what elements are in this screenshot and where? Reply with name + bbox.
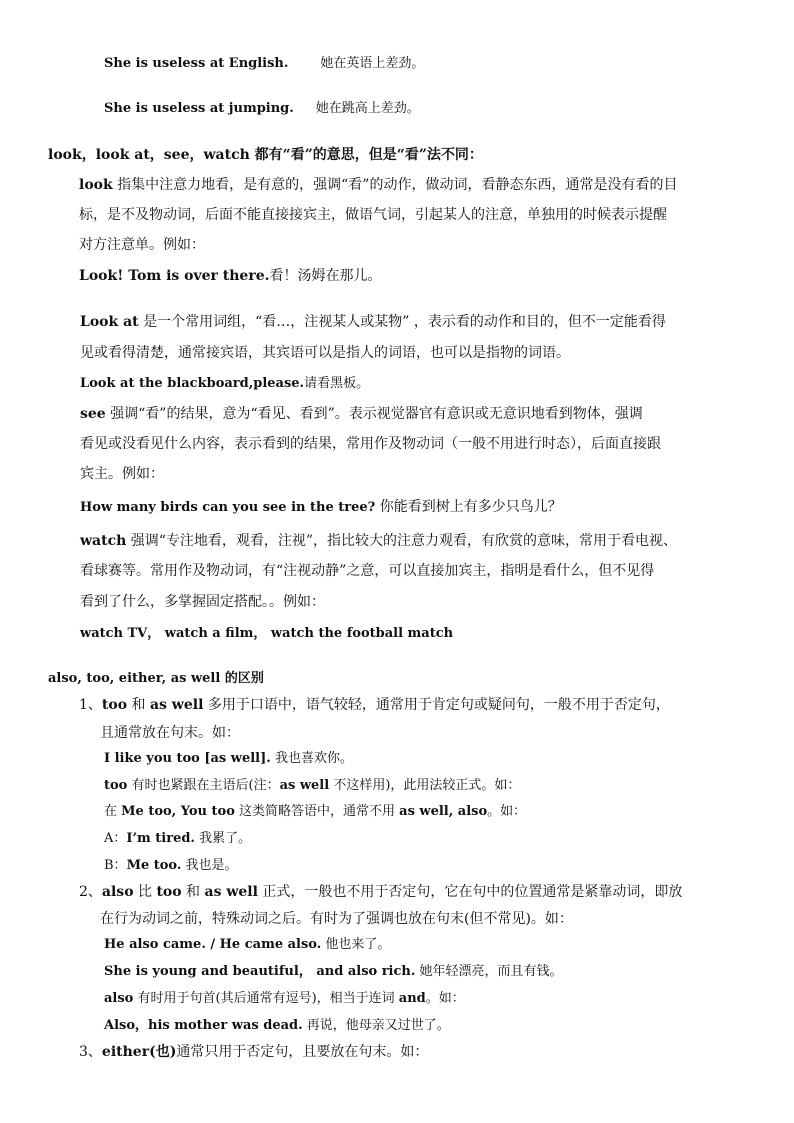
- dialog-line-b: B：Me too. 我也是。: [104, 858, 238, 873]
- example-line: [104, 57, 424, 70]
- term-watch: watch: [80, 533, 127, 549]
- lookat-example: [80, 377, 369, 390]
- watch-desc-line: 看球赛等。常用作及物动词，有“注视动静”之意，可以直接加宾主，指明是看什么，但不见得: [80, 563, 655, 579]
- example-zh: 他也来了。: [321, 937, 391, 952]
- example-zh: 她在英语上差劲。: [320, 56, 425, 71]
- example-line: [104, 102, 420, 115]
- see-desc-line: 看见或没看见什么内容，表示看到的结果，常用作及物动词（一般不用进行时态），后面直接跟: [80, 436, 661, 452]
- see-desc-line: see 强调“看”的结果，意为“看见、看到”。表示视觉器官有意识或无意识地看到物体，强调: [80, 406, 643, 422]
- example-zh: 她年轻漂亮，而且有钱。: [415, 964, 563, 979]
- look-desc-line: 标，是不及物动词，后面不能直接接宾主，做语气词，引起某人的注意，单独用的时候表示提醒: [79, 207, 667, 223]
- term-look: look: [79, 177, 113, 193]
- point-2-note: also 有时用于句首(其后通常有逗号)，相当于连词 and。如：: [104, 991, 465, 1006]
- example-en: She is useless at jumping.: [104, 101, 294, 116]
- watch-example: watch TV， watch a film， watch the football match: [80, 626, 454, 641]
- example-zh: 再说，他母亲又过世了。: [302, 1018, 450, 1033]
- example-zh: 她在跳高上差劲。: [315, 101, 420, 116]
- example-en: Also，his mother was dead.: [104, 1018, 303, 1033]
- see-desc-line: 宾主。例如：: [80, 466, 164, 482]
- example-en: Look! Tom is over there.: [79, 268, 270, 284]
- look-desc-line: 对方注意单。例如：: [79, 237, 205, 253]
- dialog-line-a: A：I’m tired. 我累了。: [104, 831, 252, 846]
- point-2-line: 2、also 比 too 和 as well 正式，一般也不用于否定句，它在句中的位置通常是紧靠动词，即放: [79, 884, 683, 900]
- point-2-example: [104, 1019, 450, 1032]
- example-en: I like you too [as well].: [104, 751, 271, 766]
- point-2-line: 在行为动词之前，特殊动词之后。有时为了强调也放在句末(但不常见)。如：: [100, 911, 573, 927]
- point-1-note: too 有时也紧跟在主语后(注：as well 不这样用)，此用法较正式。如：: [104, 778, 521, 793]
- section-heading-look: look，look at，see，watch 都有“看”的意思，但是“看”法不同：: [48, 147, 483, 163]
- watch-desc-line: watch 强调“专注地看，观看，注视”，指比较大的注意力观看，有欣赏的意味，常用于看电视、: [80, 533, 678, 549]
- example-zh: 你能看到树上有多少只鸟儿？: [375, 499, 562, 515]
- section-heading-also: also, too, either, as well 的区别: [48, 671, 264, 686]
- example-zh: 我也喜欢你。: [270, 751, 353, 766]
- see-example: [80, 500, 562, 514]
- look-example: [79, 269, 382, 283]
- term-look-at: Look at: [80, 314, 139, 330]
- example-zh: 看！汤姆在那儿。: [269, 268, 382, 284]
- term-see: see: [80, 406, 106, 422]
- look-desc-line: look 指集中注意力地看，是有意的，强调“看”的动作，做动词，看静态东西，通常是没有看的目: [79, 177, 678, 193]
- point-1-example: [104, 752, 353, 765]
- point-2-example: [104, 965, 563, 978]
- example-en: She is useless at English.: [104, 56, 289, 71]
- point-2-example: [104, 938, 390, 951]
- example-zh: 请看黑板。: [304, 376, 370, 391]
- point-1-line: 1、too 和 as well 多用于口语中，语气较轻，通常用于肯定句或疑问句，一般不用于否定句，: [79, 697, 670, 713]
- lookat-desc-line: 见或看得清楚，通常接宾语，其宾语可以是指人的词语，也可以是指物的词语。: [80, 345, 570, 361]
- example-en: She is young and beautiful， and also rich.: [104, 964, 416, 979]
- point-3-line: 3、either(也)通常只用于否定句，且要放在句末。如：: [79, 1044, 429, 1060]
- point-1-note: 在 Me too, You too 这类简略答语中，通常不用 as well, also。如：: [104, 804, 527, 819]
- point-1-line: 且通常放在句末。如：: [100, 725, 240, 741]
- example-en: How many birds can you see in the tree?: [80, 500, 376, 515]
- example-en: Look at the blackboard,please.: [80, 376, 305, 391]
- watch-desc-line: 看到了什么，多掌握固定搭配。。例如：: [80, 594, 325, 610]
- example-en: He also came. / He came also.: [104, 937, 322, 952]
- lookat-desc-line: Look at 是一个常用词组，“看…，注视某人或某物” ，表示看的动作和目的，但不一定能看得: [80, 314, 666, 330]
